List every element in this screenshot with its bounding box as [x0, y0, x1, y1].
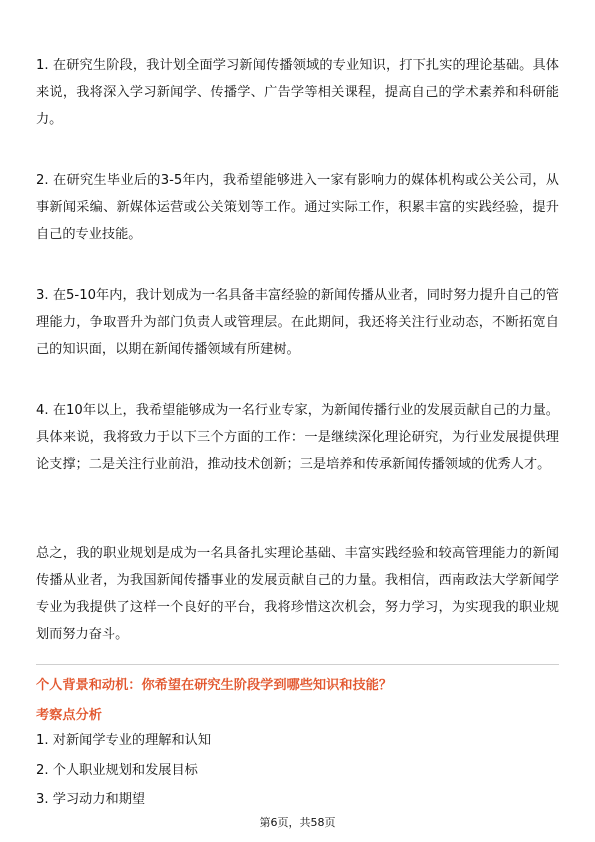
page-number: 第6页，共58页 — [259, 816, 336, 829]
analysis-point: 2. 个人职业规划和发展目标 — [36, 763, 198, 778]
paragraph-plan-4: 4. 在10年以上，我希望能够成为一名行业专家，为新闻传播行业的发展贡献自己的力量。具体来说，我将致力于以下三个方面的工作：一是继续深化理论研究，为行业发展提供理论支撑；二是关注行业前沿，推动技术创新；三是培养和传承新闻传播领域的优秀人才。 — [36, 403, 559, 472]
paragraph-summary: 总之，我的职业规划是成为一名具备扎实理论基础、丰富实践经验和较高管理能力的新闻传播从业者，为我国新闻传播事业的发展贡献自己的力量。我相信，西南政法大学新闻学专业为我提供了这样一个良好的平台，我将珍惜这次机会，努力学习，为实现我的职业规划而努力奋斗。 — [36, 546, 559, 642]
analysis-point: 3. 学习动力和期望 — [36, 792, 146, 807]
analysis-point: 1. 对新闻学专业的理解和认知 — [36, 733, 212, 748]
section-divider — [36, 664, 559, 665]
paragraph-plan-3: 3. 在5-10年内，我计划成为一名具备丰富经验的新闻传播从业者，同时努力提升自己的管理能力，争取晋升为部门负责人或管理层。在此期间，我还将关注行业动态，不断拓宽自己的知识面，以期在新闻传播领域有所建树。 — [36, 288, 559, 357]
interview-question: 个人背景和动机：你希望在研究生阶段学到哪些知识和技能？ — [36, 678, 393, 693]
paragraph-plan-1: 1. 在研究生阶段，我计划全面学习新闻传播领域的专业知识，打下扎实的理论基础。具体来说，我将深入学习新闻学、传播学、广告学等相关课程，提高自己的学术素养和科研能力。 — [36, 58, 559, 127]
analysis-section-title: 考察点分析 — [36, 708, 102, 723]
paragraph-plan-2: 2. 在研究生毕业后的3-5年内，我希望能够进入一家有影响力的媒体机构或公关公司，从事新闻采编、新媒体运营或公关策划等工作。通过实际工作，积累丰富的实践经验，提升自己的专业技能。 — [36, 173, 559, 242]
